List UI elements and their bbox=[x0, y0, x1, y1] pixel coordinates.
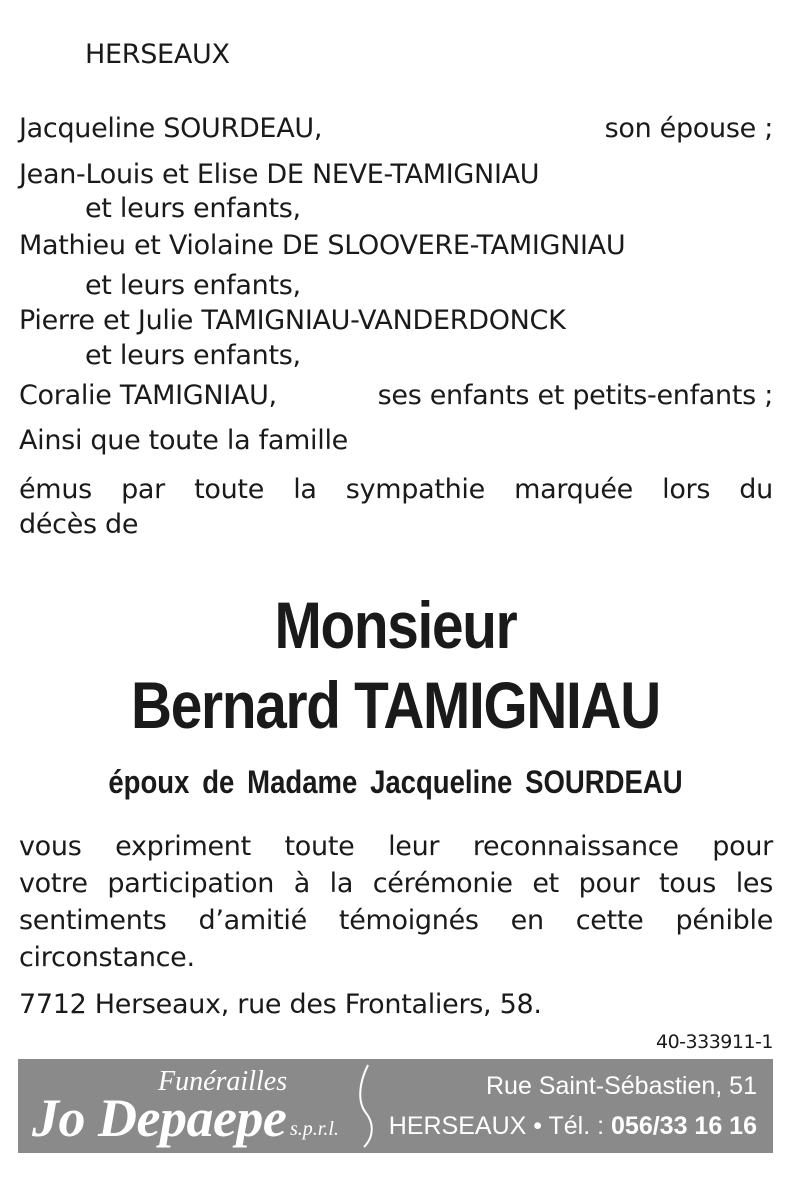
thanks-word: pour bbox=[578, 868, 640, 899]
banner-street: Rue Saint-Sébastien, 51 bbox=[485, 1072, 757, 1100]
thanks-word: reconnaissance bbox=[472, 831, 679, 862]
thanks-line-3 bbox=[19, 904, 773, 938]
thanks-word: sentiments bbox=[19, 905, 167, 936]
thanks-word: leur bbox=[388, 831, 440, 862]
banner-sprl: s.p.r.l. bbox=[290, 1118, 339, 1140]
thanks-word: toute bbox=[284, 831, 355, 862]
family-line-5: et leurs enfants, bbox=[85, 270, 301, 301]
banner-funerailles: Funérailles bbox=[158, 1066, 288, 1097]
thanks-word: et bbox=[532, 868, 559, 899]
intro-word: du bbox=[739, 474, 773, 505]
spouse-name: Jacqueline SOURDEAU, bbox=[19, 113, 323, 144]
family-line-9: Ainsi que toute la famille bbox=[19, 425, 348, 456]
thanks-line-4: circonstance. bbox=[19, 942, 195, 973]
family-line-8-left: Coralie TAMIGNIAU, bbox=[19, 380, 277, 411]
family-line-2: Jean-Louis et Elise DE NEVE-TAMIGNIAU bbox=[19, 159, 540, 190]
intro-word: émus bbox=[19, 474, 92, 505]
intro-word: toute bbox=[194, 474, 265, 505]
intro-word: sympathie bbox=[345, 474, 485, 505]
intro-word: la bbox=[293, 474, 317, 505]
place-heading: HERSEAUX bbox=[85, 39, 230, 70]
banner-divider-curve-icon bbox=[346, 1063, 386, 1149]
intro-word: lors bbox=[662, 474, 711, 505]
deceased-title: Monsieur bbox=[274, 588, 517, 662]
thanks-word: en bbox=[510, 905, 544, 936]
thanks-word: d’amitié bbox=[198, 905, 307, 936]
spouse-role: son épouse ; bbox=[604, 113, 773, 144]
intro-word: par bbox=[121, 474, 165, 505]
thanks-word: pénible bbox=[675, 905, 773, 936]
family-line-spouse bbox=[19, 112, 773, 146]
reference-number: 40-333911-1 bbox=[655, 1031, 773, 1053]
family-line-8-right: ses enfants et petits-enfants ; bbox=[377, 380, 773, 411]
intro-line-1 bbox=[19, 473, 773, 507]
thanks-word: à bbox=[293, 868, 310, 899]
thanks-word: témoignés bbox=[338, 905, 479, 936]
thanks-word: votre bbox=[19, 868, 88, 899]
family-line-8 bbox=[19, 379, 773, 413]
thanks-word: les bbox=[735, 868, 773, 899]
funeral-home-banner bbox=[18, 1059, 773, 1153]
banner-phone: 056/33 16 16 bbox=[611, 1112, 757, 1140]
thanks-word: pour bbox=[712, 831, 773, 862]
thanks-line-1 bbox=[19, 830, 773, 864]
address-line: 7712 Herseaux, rue des Frontaliers, 58. bbox=[19, 989, 542, 1020]
thanks-line-2 bbox=[19, 867, 773, 901]
banner-company-name: Jo Depaepe bbox=[32, 1088, 287, 1148]
intro-word: marquée bbox=[514, 474, 633, 505]
family-line-4: Mathieu et Violaine DE SLOOVERE-TAMIGNIAU bbox=[19, 230, 626, 261]
thanks-word: expriment bbox=[115, 831, 251, 862]
family-line-7: et leurs enfants, bbox=[85, 340, 301, 371]
banner-city: HERSEAUX • Tél. : bbox=[388, 1112, 612, 1140]
banner-city-line bbox=[389, 1111, 757, 1141]
intro-line-2: décès de bbox=[19, 509, 139, 540]
deceased-name: Bernard TAMIGNIAU bbox=[131, 668, 660, 742]
thanks-word: cérémonie bbox=[372, 868, 513, 899]
thanks-word: la bbox=[329, 868, 354, 899]
family-line-6: Pierre et Julie TAMIGNIAU-VANDERDONCK bbox=[19, 305, 566, 336]
family-line-3: et leurs enfants, bbox=[85, 193, 301, 224]
thanks-word: vous bbox=[19, 831, 82, 862]
thanks-word: participation bbox=[107, 868, 275, 899]
thanks-word: cette bbox=[575, 905, 644, 936]
deceased-spouse: époux de Madame Jacqueline SOURDEAU bbox=[108, 764, 683, 800]
thanks-word: tous bbox=[658, 868, 717, 899]
